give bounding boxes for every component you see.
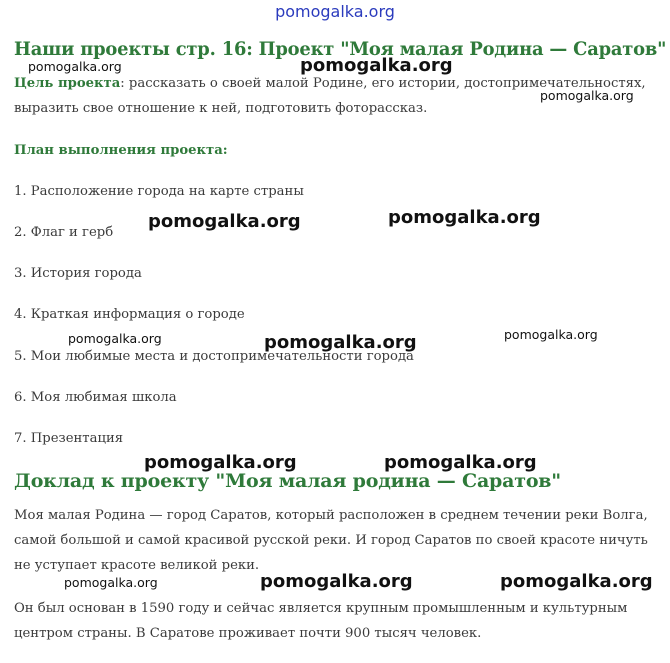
watermark: pomogalka.org: [148, 211, 301, 232]
goal-label: Цель проекта: [14, 76, 121, 91]
watermark: pomogalka.org: [68, 331, 162, 346]
watermark: pomogalka.org: [300, 55, 453, 76]
plan-heading: План выполнения проекта:: [14, 143, 228, 158]
watermark: pomogalka.org: [388, 207, 541, 228]
page-title: Наши проекты стр. 16: Проект "Моя малая Родина — Саратов": [14, 38, 667, 60]
watermark: pomogalka.org: [384, 452, 537, 473]
plan-item-5: 5. Мои любимые места и достопримечательности города: [14, 349, 414, 364]
watermark: pomogalka.org: [28, 59, 122, 74]
watermark: pomogalka.org: [144, 452, 297, 473]
plan-item-6: 6. Моя любимая школа: [14, 390, 177, 405]
watermark: pomogalka.org: [260, 571, 413, 592]
goal-text-1: : рассказать о своей малой Родине, его истории, достопримечательностях,: [120, 76, 646, 91]
plan-item-2: 2. Флаг и герб: [14, 225, 114, 240]
plan-item-1: 1. Расположение города на карте страны: [14, 184, 304, 199]
site-logo[interactable]: pomogalka.org: [275, 2, 395, 21]
watermark: pomogalka.org: [500, 571, 653, 592]
watermark: pomogalka.org: [264, 332, 417, 353]
watermark: pomogalka.org: [540, 88, 634, 103]
report-line-2: самой большой и самой красивой русской реки. И город Саратов по своей красоте ничуть: [14, 533, 648, 548]
report-line-4: Он был основан в 1590 году и сейчас является крупным промышленным и культурным: [14, 601, 628, 616]
goal-line-2: выразить свое отношение к ней, подготовить фоторассказ.: [14, 101, 428, 116]
report-line-3: не уступает красоте великой реки.: [14, 558, 260, 573]
watermark: pomogalka.org: [504, 327, 598, 342]
plan-item-7: 7. Презентация: [14, 431, 124, 446]
plan-item-3: 3. История города: [14, 266, 142, 281]
report-heading: Доклад к проекту "Моя малая родина — Саратов": [14, 470, 562, 492]
report-line-1: Моя малая Родина — город Саратов, который расположен в среднем течении реки Волга,: [14, 508, 648, 523]
report-line-5: центром страны. В Саратове проживает почти 900 тысяч человек.: [14, 626, 482, 641]
watermark: pomogalka.org: [64, 575, 158, 590]
plan-item-4: 4. Краткая информация о городе: [14, 307, 245, 322]
